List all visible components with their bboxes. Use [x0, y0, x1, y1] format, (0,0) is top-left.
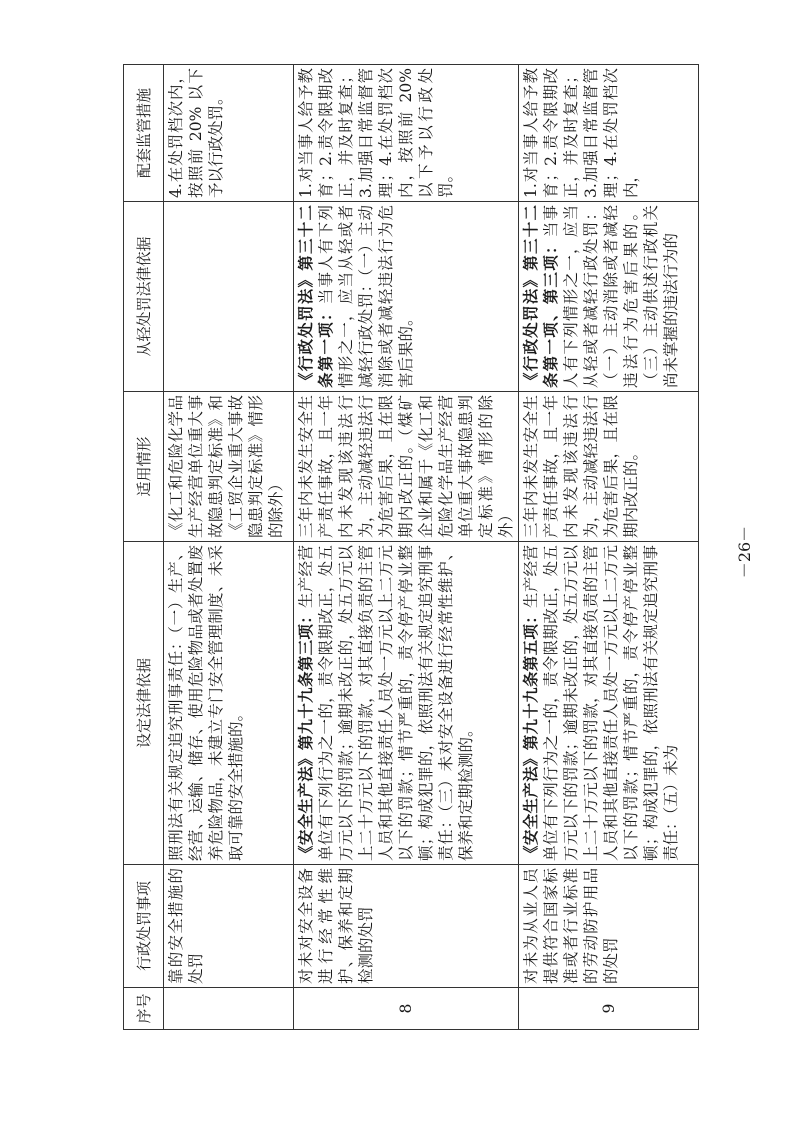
lenient-basis-law: 《行政处罚法》第三十二条第一项、第三项： [521, 205, 560, 388]
legal-basis [164, 542, 294, 865]
lenient-basis-text: 当事人有下列情形之一，应当从轻或者减轻行政处罚：（一）主动消除或者减轻违法行为危害后果的。 [317, 205, 415, 388]
applicable-situation: 三年内未发生安全生产责任事故，且一年内未发现该违法行为，主动减轻违法行为危害后果，且在限期内改正的。（煤矿企业和属于《化工和危险化学品生产经营单位重大事故隐患判定标准》情形的除外） [294, 392, 519, 542]
penalty-item: 对未为从业人员提供符合国家标准或者行业标准的劳动防护用品的处罚 [519, 865, 699, 988]
row-number: 9 [519, 988, 699, 1030]
penalty-table [123, 64, 699, 1030]
page-number: －26－ [735, 525, 754, 579]
row-number: 8 [294, 988, 519, 1030]
row-number [164, 988, 294, 1030]
header-lenient-basis: 从轻处罚法律依据 [124, 202, 164, 392]
table-row [519, 65, 699, 1030]
lenient-basis-law: 《行政处罚法》第三十二条第一项： [296, 205, 335, 388]
lenient-basis [164, 202, 294, 392]
legal-basis-law: 《安全生产法》第九十九条第三项： [296, 607, 315, 861]
applicable-situation: 三年内未发生安全生产责任事故，且一年内未发现该违法行为，主动减轻违法行为危害后果，且在限期内改正的。 [519, 392, 699, 542]
penalty-item: 靠的安全措施的处罚 [164, 865, 294, 988]
legal-basis-text: 生产经营单位有下列行为之一的，责令限期改正，处五万元以下的罚款；逾期未改正的，处五万元以上二十万元以下的罚款，对其直接负责的主管人员和其他直接责任人员处一万元以上二万元以下的罚款；情节严重的，责令停产停业整顿；构成犯罪的，依照刑法有关规定追究刑事责任：（五）未为 [522, 545, 680, 861]
legal-basis [294, 542, 519, 865]
legal-basis [519, 542, 699, 865]
table-header-row [124, 65, 164, 1030]
supervision-measures: 1.对当事人给予教育；2.责令限期改正，并及时复查；3.加强日常监督管理；4.在处罚档次内， [519, 65, 699, 202]
header-penalty-item: 行政处罚事项 [124, 865, 164, 988]
header-legal-basis: 设定法律依据 [124, 542, 164, 865]
lenient-basis-text: 当事人有下列情形之一，应当从轻或者减轻行政处罚：（一）主动消除或者减轻违法行为危害后果的。（三）主动供述行政机关尚未掌握的违法行为的 [542, 205, 680, 388]
applicable-situation: 《化工和危险化学品生产经营单位重大事故隐患判定标准》和《工贸企业重大事故隐患判定标准》情形的除外） [164, 392, 294, 542]
lenient-basis [294, 202, 519, 392]
table-row [294, 65, 519, 1030]
legal-basis-text: 照刑法有关规定追究刑事责任：（一）生产、经营、运输、储存、使用危险物品或者处置废弃危险物品，未建立专门安全管理制度、未采取可靠的安全措施的。 [167, 545, 245, 861]
table-row [164, 65, 294, 1030]
lenient-basis [519, 202, 699, 392]
header-supervision-measures: 配套监管措施 [124, 65, 164, 202]
penalty-item: 对未对安全设备进行经常性维护、保养和定期检测的处罚 [294, 865, 519, 988]
header-applicable-situation: 适用情形 [124, 392, 164, 542]
supervision-measures: 1.对当事人给予教育；2.责令限期改正，并及时复查；3.加强日常监督管理；4.在处罚档次内，按照前 20% 以下予以行政处罚。 [294, 65, 519, 202]
header-number: 序号 [124, 988, 164, 1030]
penalty-table-rotated [123, 65, 698, 1030]
legal-basis-law: 《安全生产法》第九十九条第五项： [521, 607, 540, 861]
legal-basis-text: 生产经营单位有下列行为之一的，责令限期改正，处五万元以下的罚款；逾期未改正的，处五万元以上二十万元以下的罚款，对其直接负责的主管人员和其他直接责任人员处一万元以上二万元以下的罚款；情节严重的，责令停产停业整顿；构成犯罪的，依照刑法有关规定追究刑事责任：（三）未对安全设备进行经常性维护、保养和定期检测的。 [297, 545, 475, 861]
supervision-measures: 4.在处罚档次内，按照前 20% 以下予以行政处罚。 [164, 65, 294, 202]
